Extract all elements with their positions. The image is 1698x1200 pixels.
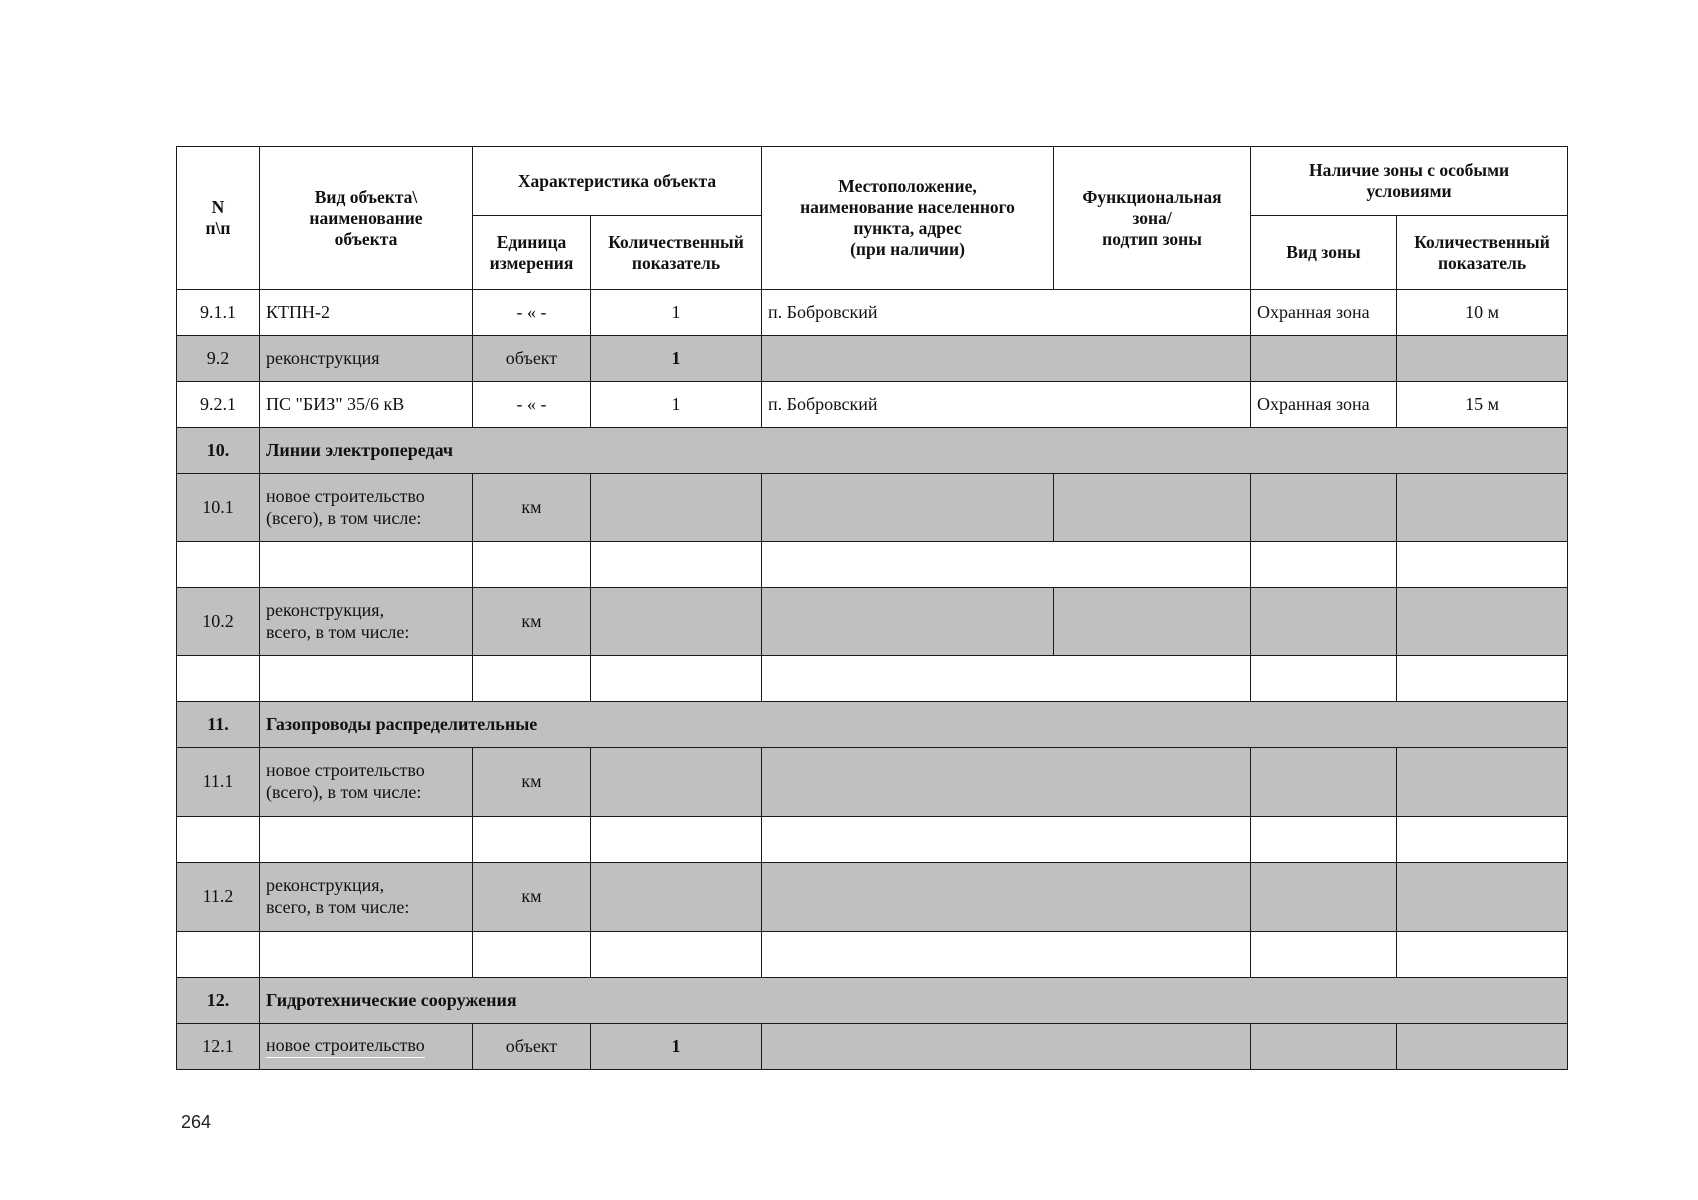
table-row — [177, 290, 1568, 336]
header-row-1 — [177, 147, 1568, 216]
cell-name — [260, 817, 473, 863]
section-title: Газопроводы распределительные — [260, 702, 1568, 748]
cell-num — [177, 542, 260, 588]
table-row — [177, 1024, 1568, 1070]
cell-location — [762, 656, 1251, 702]
header-zone-type: Вид зоны — [1251, 216, 1397, 290]
cell-zone-type — [1251, 588, 1397, 656]
header-num: N п\п — [177, 147, 260, 290]
table-row — [177, 656, 1568, 702]
cell-zone-qty: 10 м — [1397, 290, 1568, 336]
section-num: 12. — [177, 978, 260, 1024]
cell-name — [260, 656, 473, 702]
cell-zone-qty — [1397, 336, 1568, 382]
section-row — [177, 978, 1568, 1024]
cell-zone-type — [1251, 1024, 1397, 1070]
table-row — [177, 382, 1568, 428]
cell-zone-qty — [1397, 932, 1568, 978]
cell-zone-type — [1251, 656, 1397, 702]
cell-zone-qty — [1397, 588, 1568, 656]
header-location: Местоположение, наименование населенного пункта, адрес (при наличии) — [762, 147, 1054, 290]
table-row — [177, 863, 1568, 932]
cell-num — [177, 932, 260, 978]
cell-unit — [473, 656, 591, 702]
cell-name — [260, 932, 473, 978]
cell-zone-type — [1251, 542, 1397, 588]
cell-name: новое строительство (всего), в том числе: — [260, 474, 473, 542]
cell-num: 11.1 — [177, 748, 260, 817]
cell-zone-qty — [1397, 817, 1568, 863]
cell-name-text: новое строительство — [266, 1035, 425, 1059]
cell-unit: объект — [473, 336, 591, 382]
cell-unit: км — [473, 748, 591, 817]
cell-zone-qty — [1397, 748, 1568, 817]
cell-unit: км — [473, 588, 591, 656]
header-special-zone: Наличие зоны с особыми условиями — [1251, 147, 1568, 216]
cell-qty: 1 — [591, 1024, 762, 1070]
table-row — [177, 817, 1568, 863]
cell-name: новое строительство (всего), в том числе: — [260, 748, 473, 817]
data-table — [176, 146, 1568, 1070]
cell-name — [260, 542, 473, 588]
cell-unit: - « - — [473, 290, 591, 336]
header-object-type: Вид объекта\ наименование объекта — [260, 147, 473, 290]
cell-num: 12.1 — [177, 1024, 260, 1070]
cell-qty — [591, 932, 762, 978]
cell-unit — [473, 932, 591, 978]
cell-zone-type — [1251, 863, 1397, 932]
cell-num: 10.2 — [177, 588, 260, 656]
section-row — [177, 428, 1568, 474]
cell-zone-type — [1251, 474, 1397, 542]
cell-qty — [591, 656, 762, 702]
table-row — [177, 748, 1568, 817]
table-row — [177, 588, 1568, 656]
cell-zone-qty — [1397, 1024, 1568, 1070]
cell-name — [260, 1024, 473, 1070]
cell-functional-zone — [1054, 474, 1251, 542]
section-num: 10. — [177, 428, 260, 474]
cell-zone-type: Охранная зона — [1251, 382, 1397, 428]
cell-location — [762, 863, 1251, 932]
cell-location — [762, 588, 1054, 656]
cell-num — [177, 656, 260, 702]
cell-zone-type — [1251, 748, 1397, 817]
page-number: 264 — [181, 1112, 212, 1132]
cell-location — [762, 748, 1251, 817]
header-characteristic: Характеристика объекта — [473, 147, 762, 216]
cell-functional-zone — [1054, 588, 1251, 656]
cell-qty — [591, 863, 762, 932]
cell-location — [762, 817, 1251, 863]
cell-zone-type — [1251, 817, 1397, 863]
cell-unit: км — [473, 863, 591, 932]
cell-qty — [591, 474, 762, 542]
header-unit: Единица измерения — [473, 216, 591, 290]
cell-unit: - « - — [473, 382, 591, 428]
cell-zone-type — [1251, 336, 1397, 382]
cell-unit — [473, 817, 591, 863]
cell-zone-qty — [1397, 542, 1568, 588]
cell-location — [762, 932, 1251, 978]
cell-num: 9.1.1 — [177, 290, 260, 336]
table-row — [177, 474, 1568, 542]
cell-num: 10.1 — [177, 474, 260, 542]
cell-zone-type — [1251, 932, 1397, 978]
cell-zone-qty — [1397, 474, 1568, 542]
cell-name: реконструкция, всего, в том числе: — [260, 863, 473, 932]
cell-location: п. Бобровский — [762, 382, 1251, 428]
cell-name: реконструкция — [260, 336, 473, 382]
cell-zone-type: Охранная зона — [1251, 290, 1397, 336]
section-num: 11. — [177, 702, 260, 748]
section-title: Гидротехнические сооружения — [260, 978, 1568, 1024]
section-title: Линии электропередач — [260, 428, 1568, 474]
cell-num: 11.2 — [177, 863, 260, 932]
table-row — [177, 932, 1568, 978]
header-quantity: Количественный показатель — [591, 216, 762, 290]
cell-name: ПС "БИЗ" 35/6 кВ — [260, 382, 473, 428]
cell-location: п. Бобровский — [762, 290, 1251, 336]
table-row — [177, 542, 1568, 588]
cell-qty — [591, 817, 762, 863]
cell-location — [762, 542, 1251, 588]
cell-zone-qty — [1397, 656, 1568, 702]
cell-name: реконструкция, всего, в том числе: — [260, 588, 473, 656]
cell-location — [762, 336, 1251, 382]
cell-qty: 1 — [591, 290, 762, 336]
section-row — [177, 702, 1568, 748]
header-functional-zone: Функциональная зона/ подтип зоны — [1054, 147, 1251, 290]
cell-qty — [591, 748, 762, 817]
cell-location — [762, 474, 1054, 542]
header-zone-quantity: Количественный показатель — [1397, 216, 1568, 290]
cell-zone-qty — [1397, 863, 1568, 932]
cell-zone-qty: 15 м — [1397, 382, 1568, 428]
cell-unit: объект — [473, 1024, 591, 1070]
cell-qty: 1 — [591, 382, 762, 428]
cell-qty — [591, 542, 762, 588]
cell-qty — [591, 588, 762, 656]
cell-location — [762, 1024, 1251, 1070]
cell-name: КТПН-2 — [260, 290, 473, 336]
cell-num: 9.2 — [177, 336, 260, 382]
cell-unit — [473, 542, 591, 588]
cell-unit: км — [473, 474, 591, 542]
table-row — [177, 336, 1568, 382]
cell-num: 9.2.1 — [177, 382, 260, 428]
cell-qty: 1 — [591, 336, 762, 382]
cell-num — [177, 817, 260, 863]
